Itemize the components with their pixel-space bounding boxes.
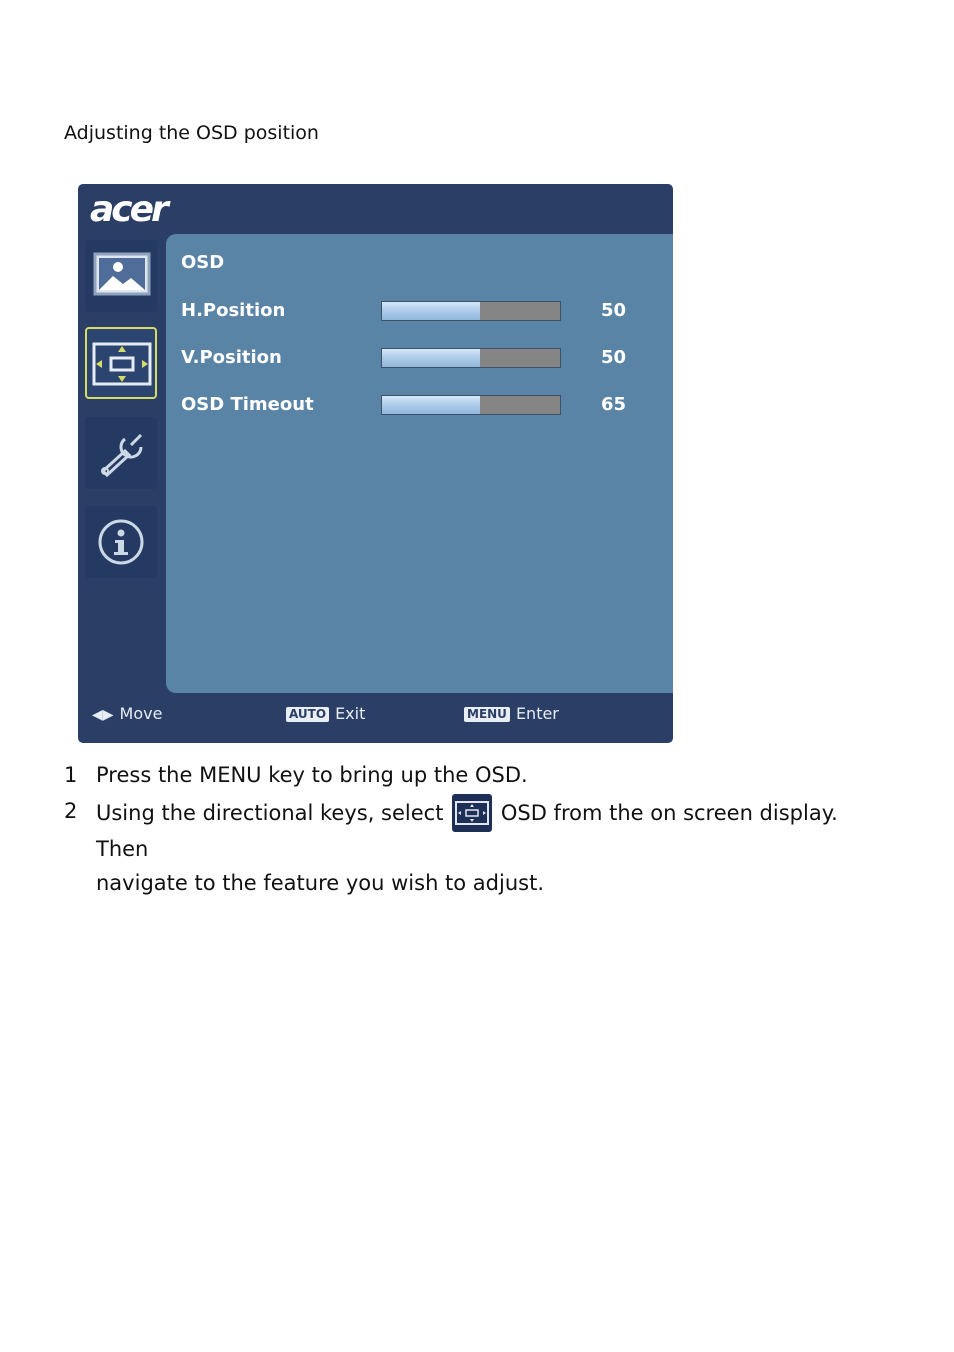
menu-title: OSD (181, 252, 225, 273)
sidebar-item-osd[interactable] (85, 327, 157, 399)
slider-fill (382, 349, 480, 367)
footer-move (92, 704, 162, 724)
h-position-slider[interactable] (381, 301, 561, 321)
slider-fill (382, 396, 480, 414)
exit-label: Exit (335, 704, 366, 723)
osd-menu-icon (452, 794, 492, 832)
row-value: 50 (601, 300, 627, 321)
step-text: Press the MENU key to bring up the OSD. (96, 763, 528, 787)
section-title: Adjusting the OSD position (64, 122, 319, 144)
step-number: 2 (64, 799, 78, 823)
picture-icon (85, 240, 157, 312)
sidebar-item-settings[interactable] (85, 417, 157, 489)
osd-position-icon (87, 329, 157, 399)
auto-key: AUTO (286, 707, 329, 722)
step-number: 1 (64, 763, 78, 787)
step-text-after: OSD from the on screen display. Then (96, 801, 838, 861)
osd-timeout-slider[interactable] (381, 395, 561, 415)
step-text (96, 794, 896, 900)
information-icon (85, 506, 157, 578)
sidebar-item-picture[interactable] (85, 240, 157, 312)
row-label: V.Position (181, 347, 282, 368)
move-label: Move (119, 704, 163, 723)
osd-window (78, 184, 673, 743)
v-position-row[interactable] (181, 345, 631, 371)
step-text-line2: navigate to the feature you wish to adjust. (96, 871, 545, 895)
footer-exit (286, 704, 365, 724)
left-right-arrows-icon: ◀▶ (92, 707, 114, 723)
row-label: H.Position (181, 300, 286, 321)
osd-timeout-row[interactable] (181, 392, 631, 418)
osd-content-panel (166, 234, 673, 693)
h-position-row[interactable] (181, 298, 631, 324)
step-text-before: Using the directional keys, select (96, 801, 444, 825)
sidebar-item-information[interactable] (85, 506, 157, 578)
slider-fill (382, 302, 480, 320)
row-value: 50 (601, 347, 627, 368)
acer-logo: acer (90, 189, 166, 230)
row-value: 65 (601, 394, 627, 415)
osd-footer (78, 699, 673, 729)
v-position-slider[interactable] (381, 348, 561, 368)
settings-wrench-icon (85, 417, 157, 489)
footer-enter (464, 704, 559, 724)
enter-label: Enter (515, 704, 559, 723)
row-label: OSD Timeout (181, 394, 314, 415)
menu-key: MENU (464, 707, 510, 722)
